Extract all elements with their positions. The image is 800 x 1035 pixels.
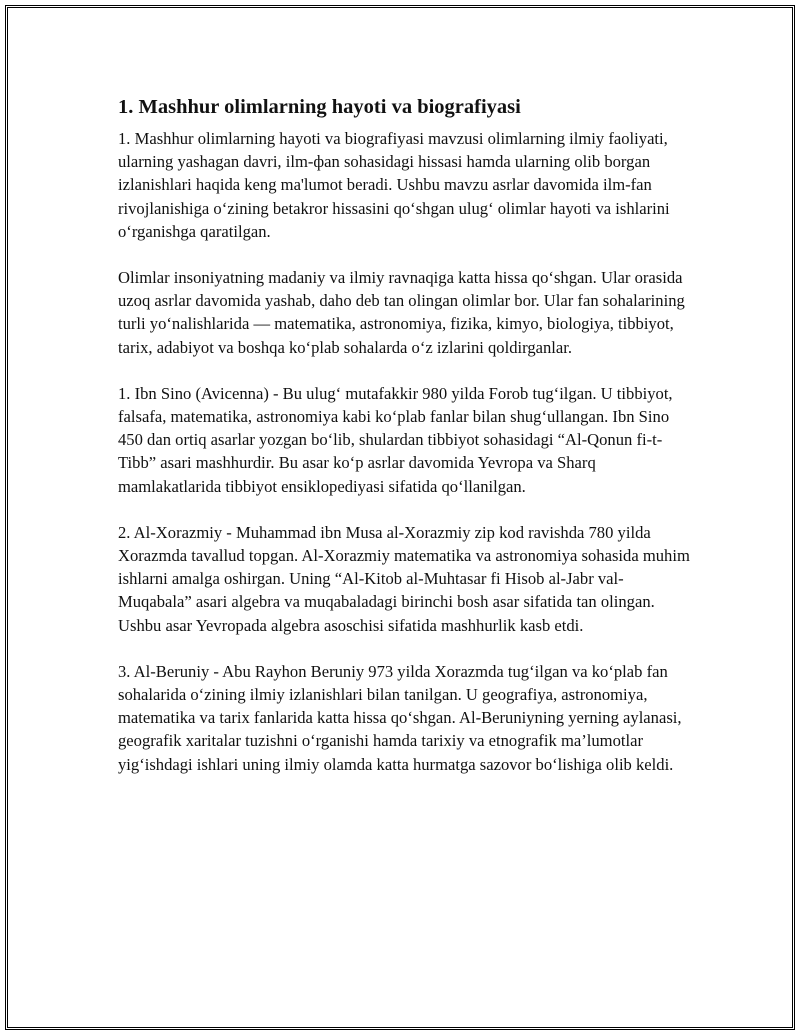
paragraph-intro: 1. Mashhur olimlarning hayoti va biografiyasi mavzusi olimlarning ilmiy faoliyati, ularning yashagan davri, ilm-фan sohasidagi hissasi hamda ularning olib borgan izlanishlari haqida keng ma'lumot beradi. Ushbu mavzu asrlar davomida ilm-fan rivojlanishiga o‘zining betakror hissasini qo‘shgan ulug‘ olimlar hayoti va ishlarini o‘rganishga qaratilgan. [118,129,670,241]
paragraph-ibn-sino: 1. Ibn Sino (Avicenna) - Bu ulug‘ mutafakkir 980 yilda Forob tug‘ilgan. U tibbiyot, falsafa, matematika, astronomiya kabi ko‘plab fanlar bilan shug‘ullangan. Ibn Sino 450 dan ortiq asarlar yozgan bo‘lib, shulardan tibbiyot sohasidagi “Al-Qonun fi-t-Tibb” asari mashhurdir. Bu asar ko‘p asrlar davomida Yevropa va Sharq mamlakatlarida tibbiyot ensiklopediyasi sifatida qo‘llanilgan. [118,383,673,496]
paragraph-al-xorazmiy: 2. Al-Xorazmiy - Muhammad ibn Musa al-Xorazmiy zip kod ravishda 780 yilda Xorazmda tavallud topgan. Al-Xorazmiy matematika va astronomiya sohasida muhim ishlarni amalga oshirgan. Uning “Al-Kitob al-Muhtasar fi Hisob al-Jabr val-Muqabala” asari algebra va muqabaladagi birinchi bosh asar sifatida tan olingan. Ushbu asar Yevropada algebra asoschisi sifatida mashhurlik kasb etdi. [118,522,690,635]
page-title: 1. Mashhur olimlarning hayoti va biografiyasi [118,96,521,118]
paragraph-al-beruniy: 3. Al-Beruniy - Abu Rayhon Beruniy 973 yilda Xorazmda tug‘ilgan va ko‘plab fan sohalarida o‘zining ilmiy izlanishlari bilan tanilgan. U geografiya, astronomiya, matematika va tarix fanlarida katta hissa qo‘shgan. Al-Beruniyning yerning aylanasi, geografik xaritalar tuzishni o‘rganishi hamda tarixiy va etnografik ma’lumotlar yig‘ishdagi ishlari uning ilmiy olamda katta hurmatga sazovor bo‘lishiga olib keldi. [118,661,682,774]
document-body [118,93,693,799]
paragraph-scientists-overview: Olimlar insoniyatning madaniy va ilmiy ravnaqiga katta hissa qo‘shgan. Ular orasida uzoq asrlar davomida yashab, daho deb tan olingan olimlar bor. Ular fan sohalarining turli yo‘nalishlarida — matematika, astronomiya, fizika, kimyo, biologiya, tibbiyot, tarix, adabiyot va boshqa ko‘plab sohalarda o‘z izlarini qoldirganlar. [118,268,685,357]
